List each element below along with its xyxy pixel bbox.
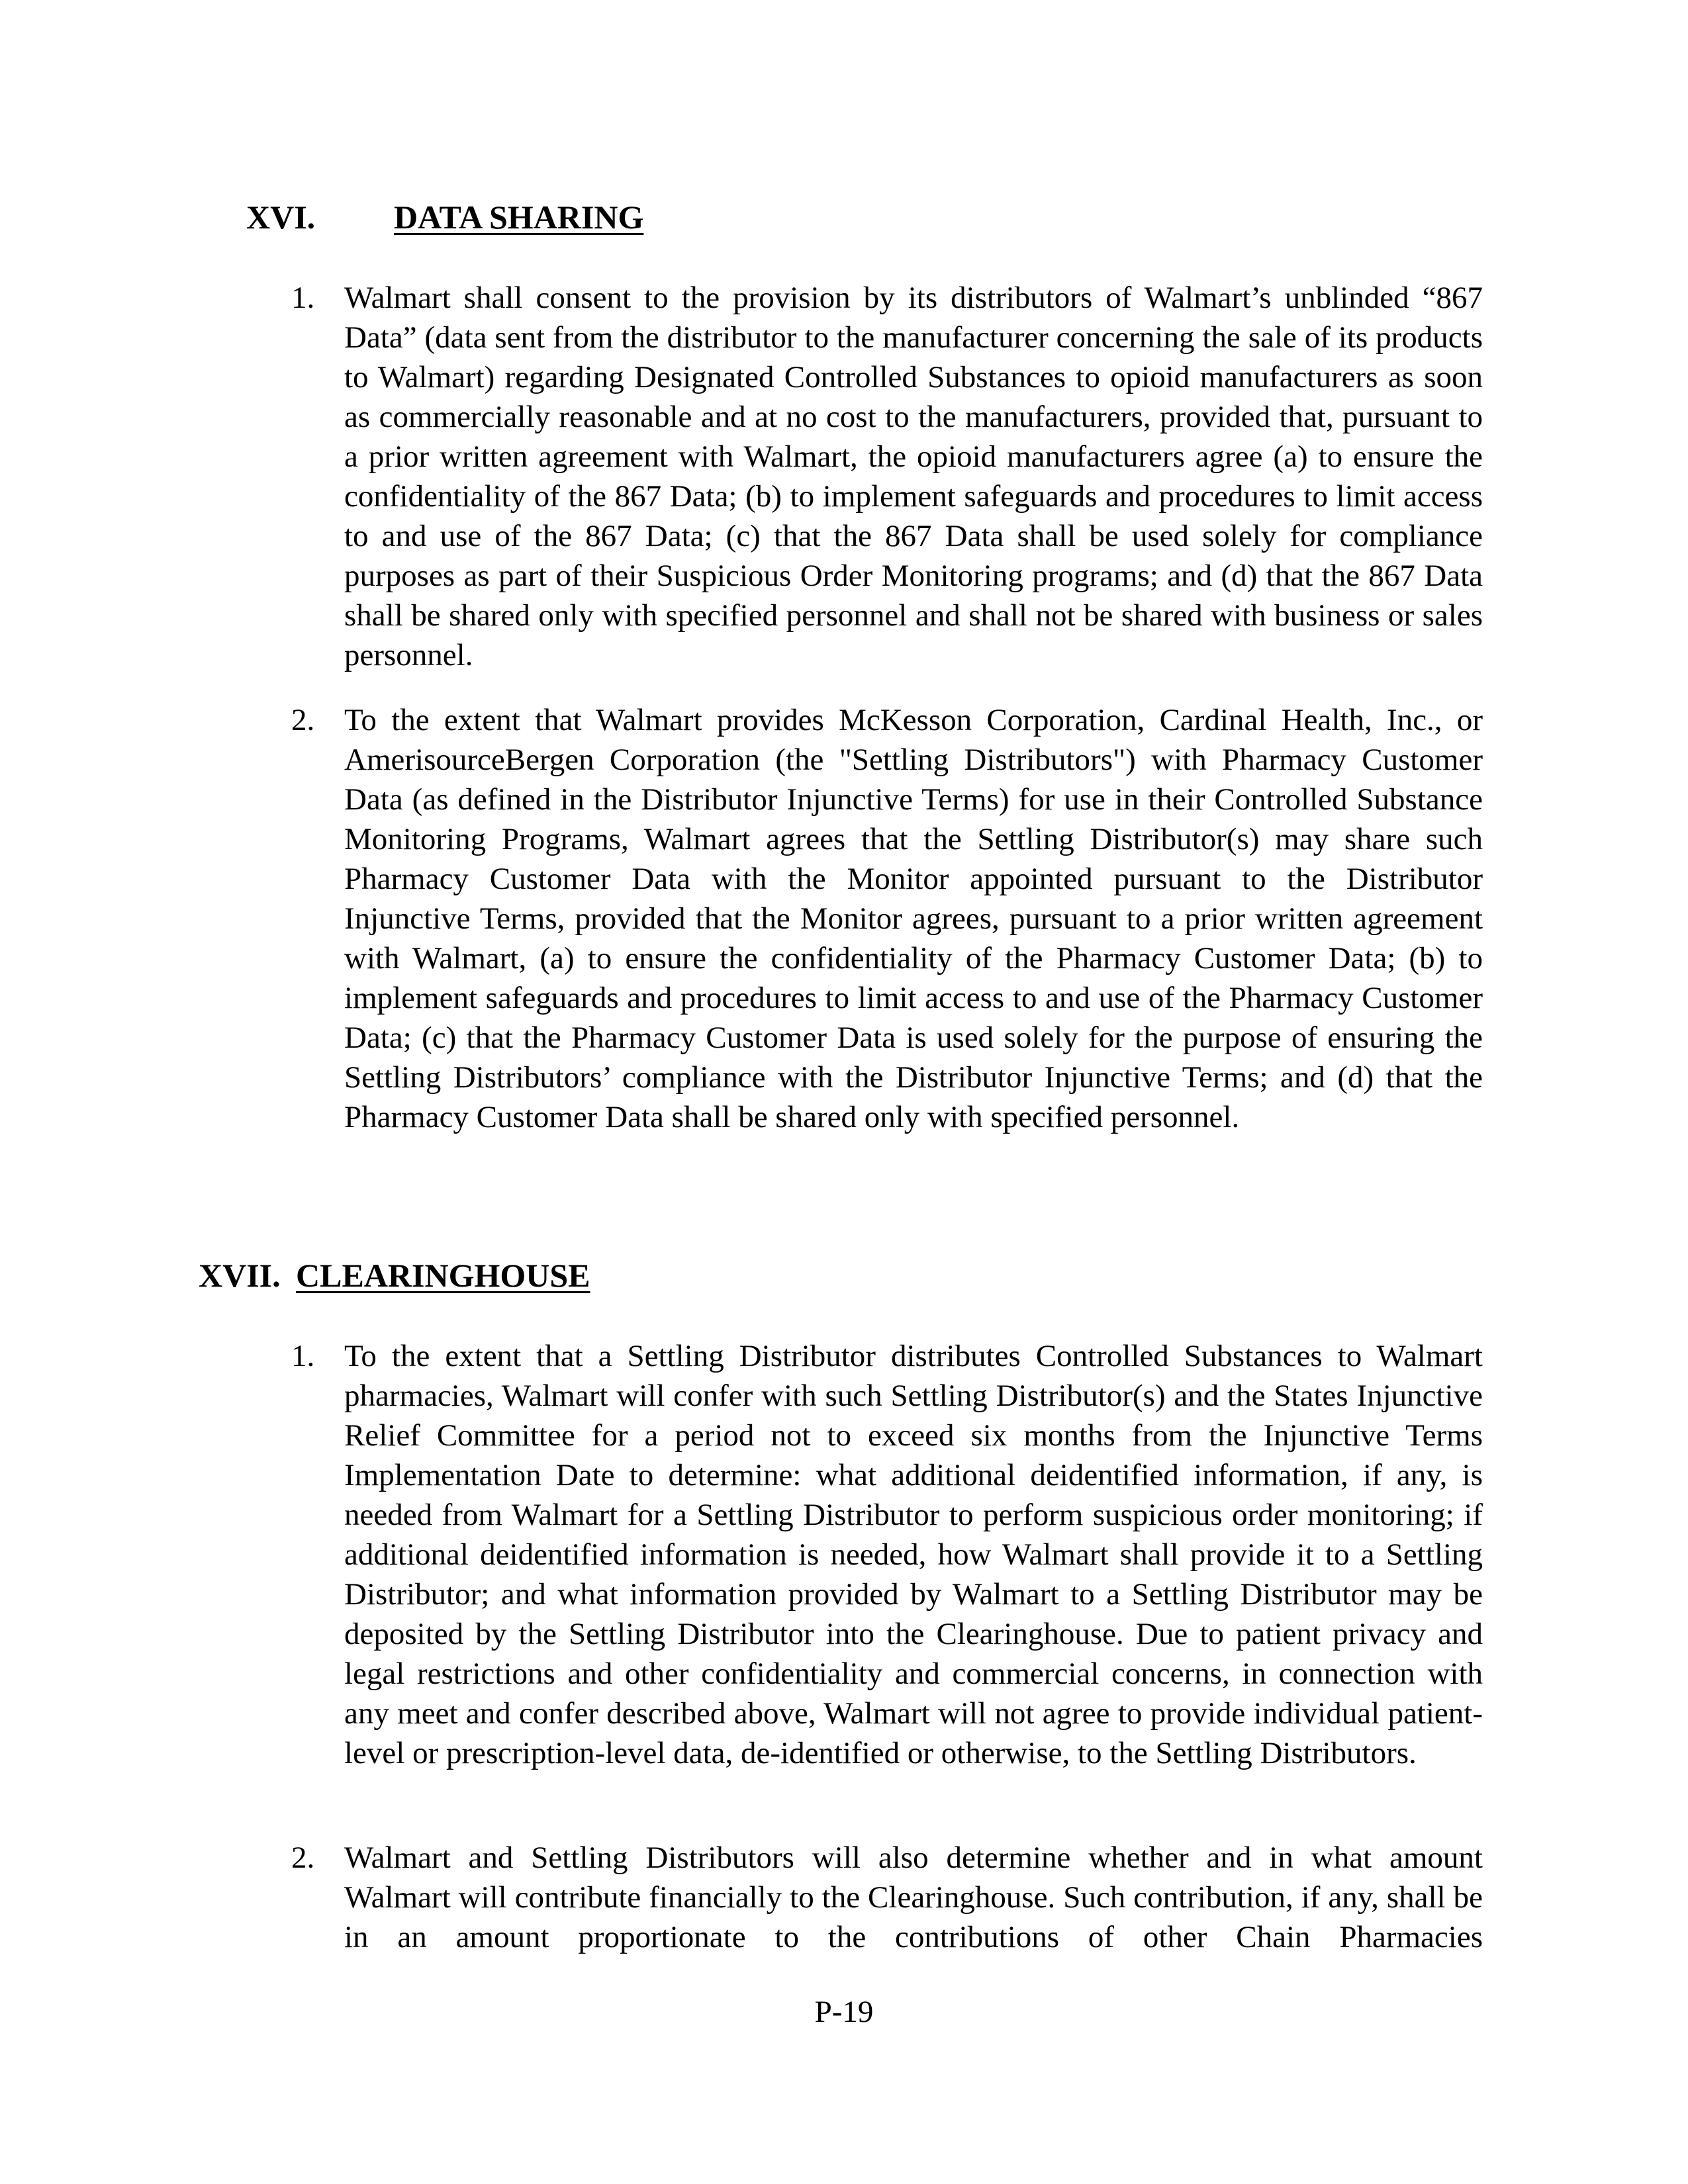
list-item-text: Walmart shall consent to the provision by its distributors of Walmart’s unblinded “867 Data” (data sent from the distributor to the manufacturer concerning the sale of its products to Walmart) regarding Designated Controlled Substances to opioid manufacturers as soon as commercially reasonable and at no cost to the manufacturers, provided that, pursuant to a prior written agreement with Walmart, the opioid manufacturers agree (a) to ensure the confidentiality of the 867 Data; (b) to implement safeguards and procedures to limit access to and use of the 867 Data; (c) that the 867 Data shall be used solely for compliance purposes as part of their Suspicious Order Monitoring programs; and (d) that the 867 Data shall be shared only with specified personnel and shall not be shared with business or sales personnel. xyxy=(344,281,1483,672)
list-item-text: Walmart and Settling Distributors will also determine whether and in what amount Walmart will contribute financially to the Clearinghouse. Such contribution, if any, shall be in an amount proportionate to the contributions of other Chain Pharmacies xyxy=(344,1841,1483,1954)
list-item-number: 1. xyxy=(291,281,315,315)
list-item-data-sharing-1 xyxy=(291,278,1483,675)
list-item-text: To the extent that Walmart provides McKesson Corporation, Cardinal Health, Inc., or AmerisourceBergen Corporation (the "Settling Distributors") with Pharmacy Customer Data (as defined in the Distributor Injunctive Terms) for use in their Controlled Substance Monitoring Programs, Walmart agrees that the Settling Distributor(s) may share such Pharmacy Customer Data with the Monitor appointed pursuant to the Distributor Injunctive Terms, provided that the Monitor agrees, pursuant to a prior written agreement with Walmart, (a) to ensure the confidentiality of the Pharmacy Customer Data; (b) to implement safeguards and procedures to limit access to and use of the Pharmacy Customer Data; (c) that the Pharmacy Customer Data is used solely for the purpose of ensuring the Settling Distributors’ compliance with the Distributor Injunctive Terms; and (d) that the Pharmacy Customer Data shall be shared only with specified personnel. xyxy=(344,703,1483,1134)
list-item-data-sharing-2 xyxy=(291,700,1483,1177)
list-item-number: 1. xyxy=(291,1339,315,1373)
list-item-text: To the extent that a Settling Distributor distributes Controlled Substances to Walmart pharmacies, Walmart will confer with such Settling Distributor(s) and the States Injunctive Relief Committee for a period not to exceed six months from the Injunctive Terms Implementation Date to determine: what additional deidentified information, if any, is needed from Walmart for a Settling Distributor to perform suspicious order monitoring; if additional deidentified information is needed, how Walmart shall provide it to a Settling Distributor; and what information provided by Walmart to a Settling Distributor may be deposited by the Settling Distributor into the Clearinghouse. Due to patient privacy and legal restrictions and other confidentiality and commercial concerns, in connection with any meet and confer described above, Walmart will not agree to provide individual patient-level or prescription-level data, de-identified or otherwise, to the Settling Distributors. xyxy=(344,1339,1483,1770)
section-heading-data-sharing xyxy=(0,197,794,237)
section-number: XVI. xyxy=(246,199,316,236)
list-item-number: 2. xyxy=(291,703,315,737)
section-title: DATA SHARING xyxy=(394,199,644,236)
section-number: XVII. xyxy=(199,1257,281,1294)
list-item-number: 2. xyxy=(291,1841,315,1875)
page-number: P-19 xyxy=(814,1995,874,2029)
list-item-clearinghouse-2 xyxy=(291,1838,1483,1957)
list-item-clearinghouse-1 xyxy=(291,1336,1483,1813)
section-heading-clearinghouse xyxy=(0,1255,794,1295)
section-title: CLEARINGHOUSE xyxy=(296,1257,590,1294)
